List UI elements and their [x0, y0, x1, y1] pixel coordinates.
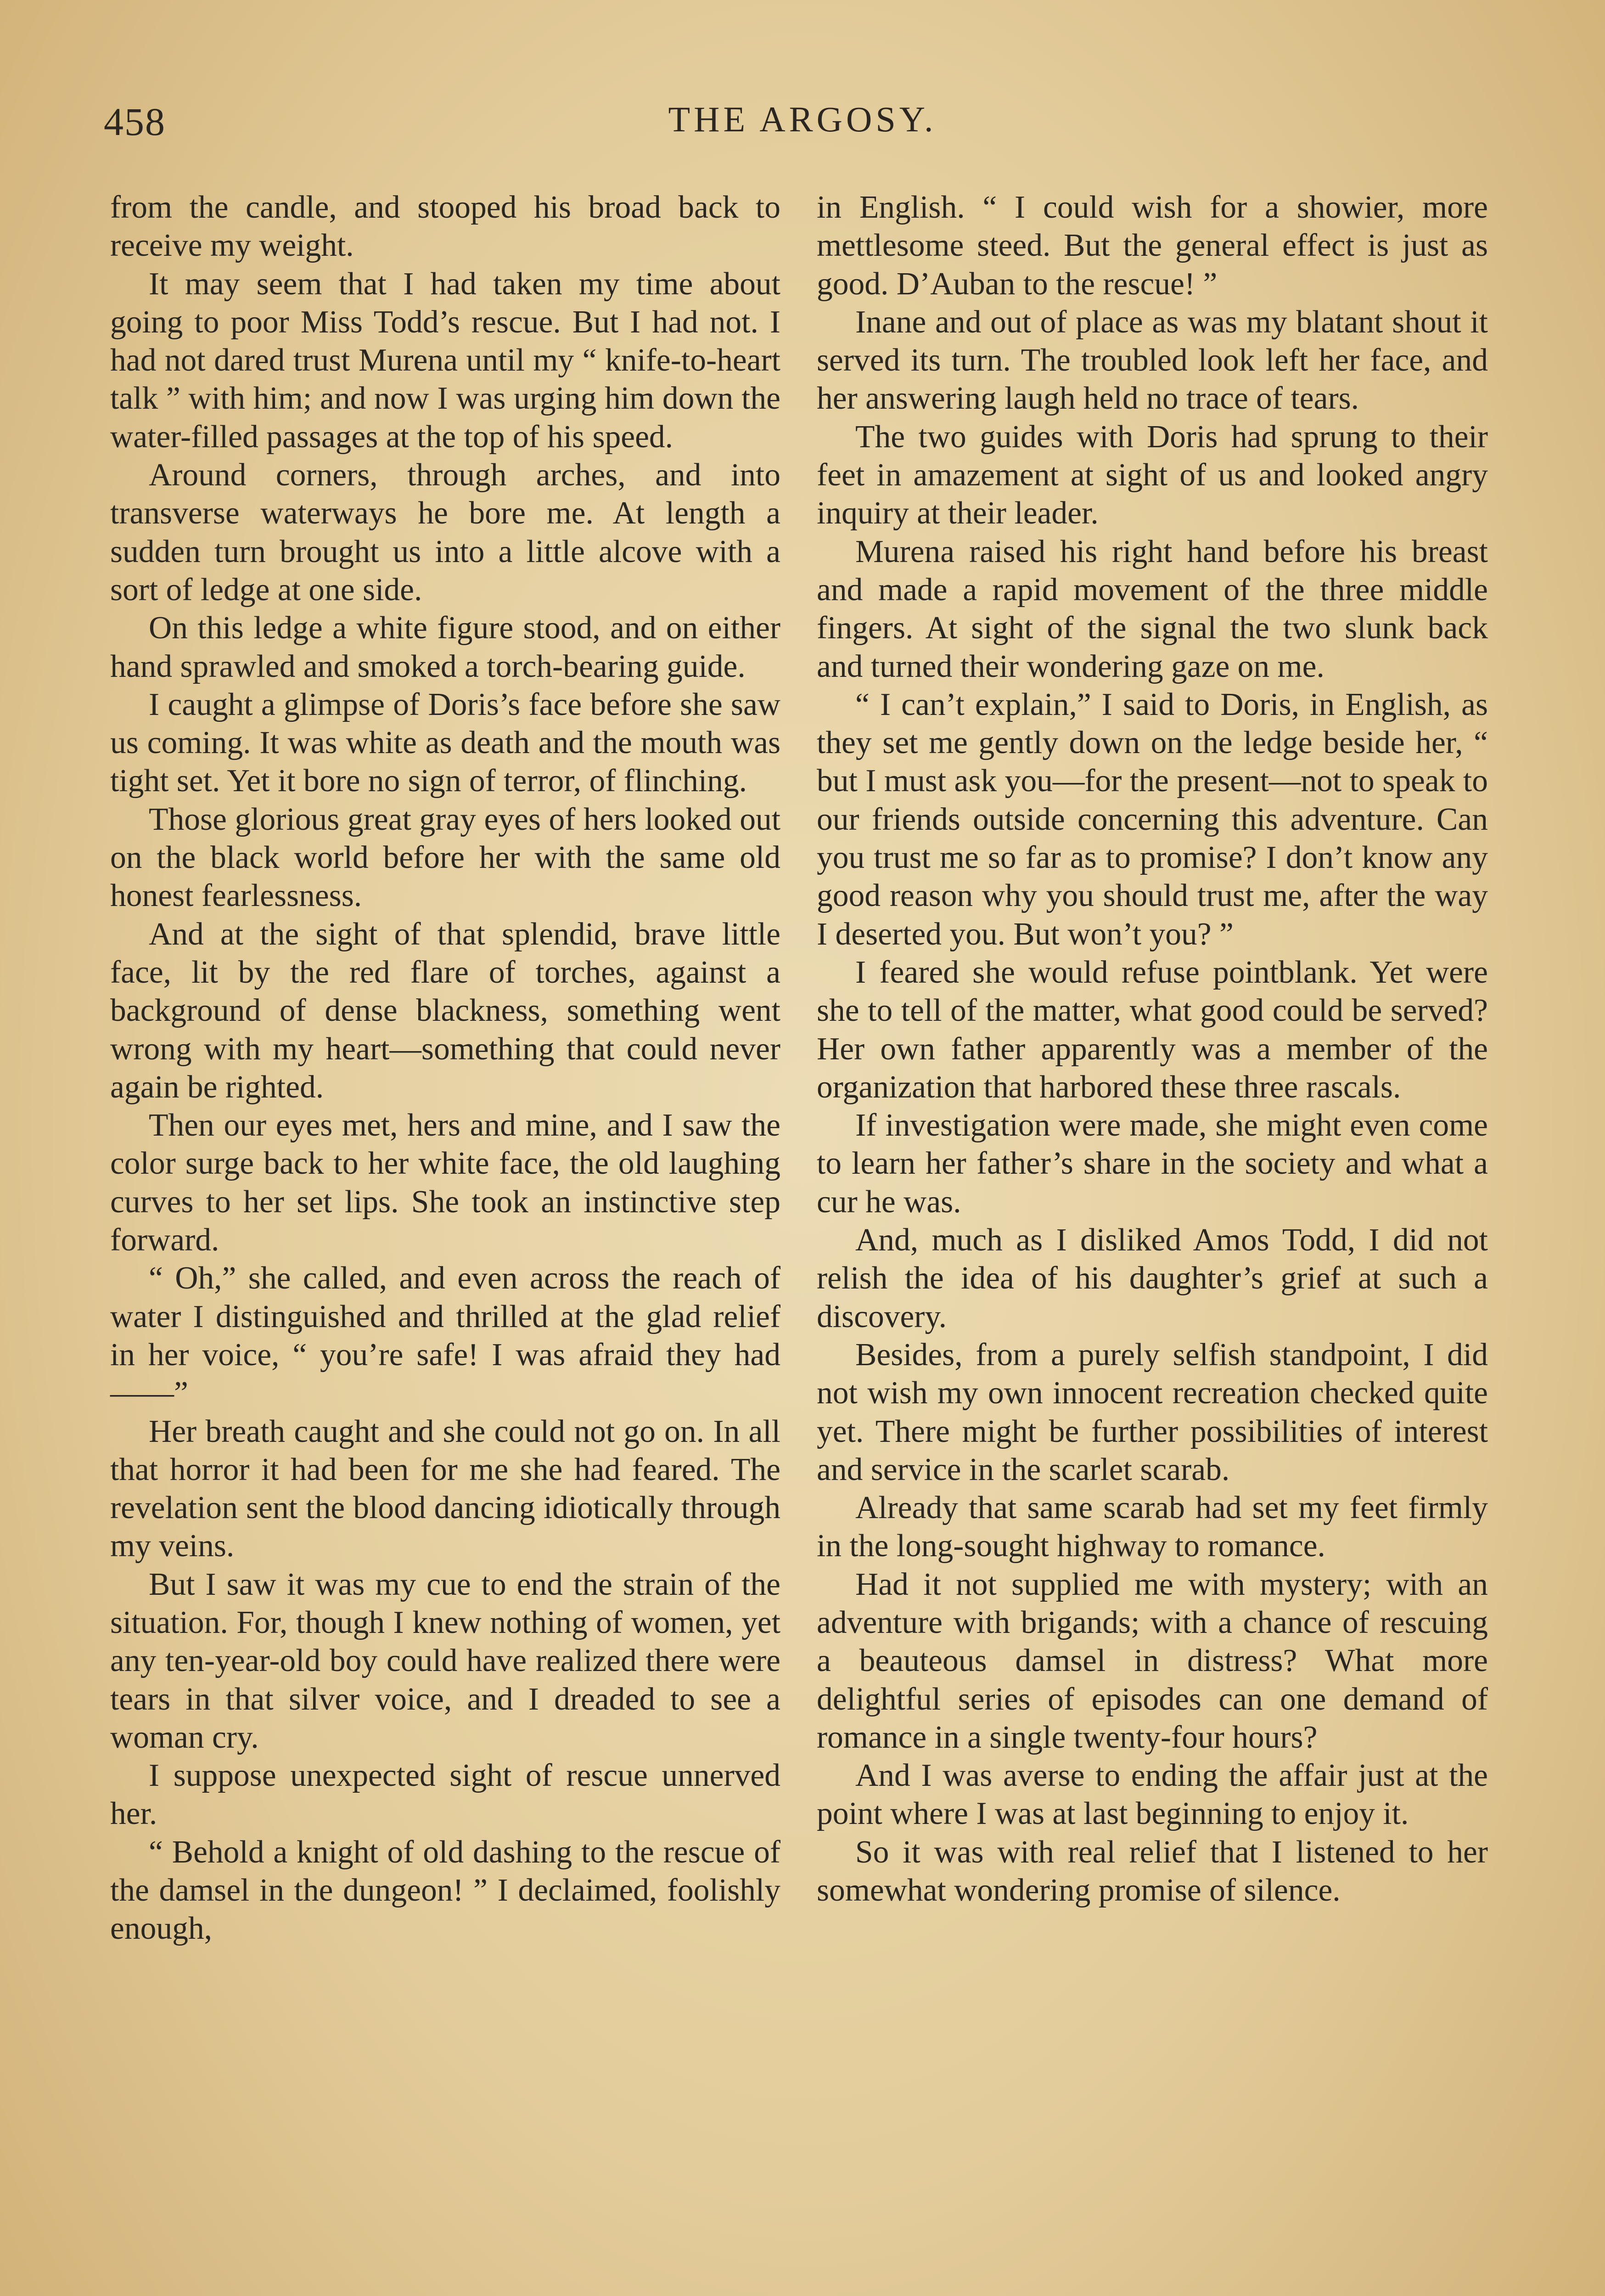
page-header	[0, 99, 1605, 149]
paragraph: Around corners, through arches, and into transverse waterways he bore me. At length a sudden turn brought us into a little alcove with a sort of ledge at one side.	[110, 457, 780, 608]
paragraph: I caught a glimpse of Doris’s face before she saw us coming. It was white as death and the mouth was tight set. Yet it bore no sign of terror, of flinching.	[110, 687, 780, 799]
paragraph: Besides, from a purely selfish standpoint, I did not wish my own innocent recreation checked quite yet. There might be further possibilities of interest and service in the scarlet scarab.	[817, 1337, 1488, 1487]
paragraph: “ I can’t explain,” I said to Doris, in English, as they set me gently down on the ledge beside her, “ but I must ask you—for the present—not to speak to our friends outside concerning this adventure. Can you trust me so far as to promise? I don’t know any good reason why you should trust me, after the way I deserted you. But won’t you? ”	[817, 687, 1488, 952]
paragraph: Those glorious great gray eyes of hers looked out on the black world before her with the same old honest fearlessness.	[110, 801, 780, 914]
running-title: THE ARGOSY.	[668, 99, 937, 139]
paragraph: from the candle, and stooped his broad back to receive my weight.	[110, 190, 780, 264]
paragraph: It may seem that I had taken my time about going to poor Miss Todd’s rescue. But I had not. I had not dared trust Murena until my “ knife-to-heart talk ” with him; and now I was urging him down the water-filled passages at the top of his speed.	[110, 266, 780, 455]
paragraph: Already that same scarab had set my feet firmly in the long-sought highway to romance.	[817, 1490, 1488, 1564]
paragraph: And, much as I disliked Amos Todd, I did not relish the idea of his daughter’s grief at such a discovery.	[817, 1222, 1488, 1334]
paragraph: And I was averse to ending the affair just at the point where I was at last beginning to enjoy it.	[817, 1758, 1488, 1832]
page-number: 458	[104, 100, 166, 144]
paragraph: Her breath caught and she could not go on. In all that horror it had been for me she had feared. The revelation sent the blood dancing idiotically through my veins.	[110, 1413, 780, 1564]
paragraph: The two guides with Doris had sprung to their feet in amazement at sight of us and looked angry inquiry at their leader.	[817, 419, 1488, 531]
paragraph: in English. “ I could wish for a showier, more mettlesome steed. But the general effect is just as good. D’Auban to the rescue! ”	[817, 190, 1488, 302]
paragraph: Inane and out of place as was my blatant shout it served its turn. The troubled look left her face, and her answering laugh held no trace of tears.	[817, 304, 1488, 416]
paragraph: But I saw it was my cue to end the strain of the situation. For, though I knew nothing of women, yet any ten-year-old boy could have realized there were tears in that silver voice, and I dreaded to see a woman cry.	[110, 1566, 780, 1755]
paragraph: Then our eyes met, hers and mine, and I saw the color surge back to her white face, the old laughing curves to her set lips. She took an instinctive step forward.	[110, 1108, 780, 1258]
paragraph: I suppose unexpected sight of rescue unnerved her.	[110, 1758, 780, 1832]
left-column	[110, 188, 780, 1948]
paragraph: If investigation were made, she might even come to learn her father’s share in the society and what a cur he was.	[817, 1108, 1488, 1220]
paragraph: On this ledge a white figure stood, and on either hand sprawled and smoked a torch-bearing guide.	[110, 610, 780, 684]
paragraph: So it was with real relief that I listened to her somewhat wondering promise of silence.	[817, 1834, 1488, 1908]
paragraph: “ Behold a knight of old dashing to the rescue of the damsel in the dungeon! ” I declaimed, foolishly enough,	[110, 1834, 780, 1947]
paragraph: Murena raised his right hand before his breast and made a rapid movement of the three middle fingers. At sight of the signal the two slunk back and turned their wondering gaze on me.	[817, 534, 1488, 684]
paragraph: I feared she would refuse pointblank. Yet were she to tell of the matter, what good could be served? Her own father apparently was a member of the organization that harbored these three rascals.	[817, 954, 1488, 1105]
paragraph: And at the sight of that splendid, brave little face, lit by the red flare of torches, against a background of dense blackness, something went wrong with my heart—something that could never again be righted.	[110, 916, 780, 1105]
right-column	[817, 188, 1488, 1909]
paragraph: Had it not supplied me with mystery; with an adventure with brigands; with a chance of rescuing a beauteous damsel in distress? What more delightful series of episodes can one demand of romance in a single twenty-four hours?	[817, 1566, 1488, 1755]
paragraph: “ Oh,” she called, and even across the reach of water I distinguished and thrilled at the glad relief in her voice, “ you’re safe! I was afraid they had——”	[110, 1261, 780, 1411]
